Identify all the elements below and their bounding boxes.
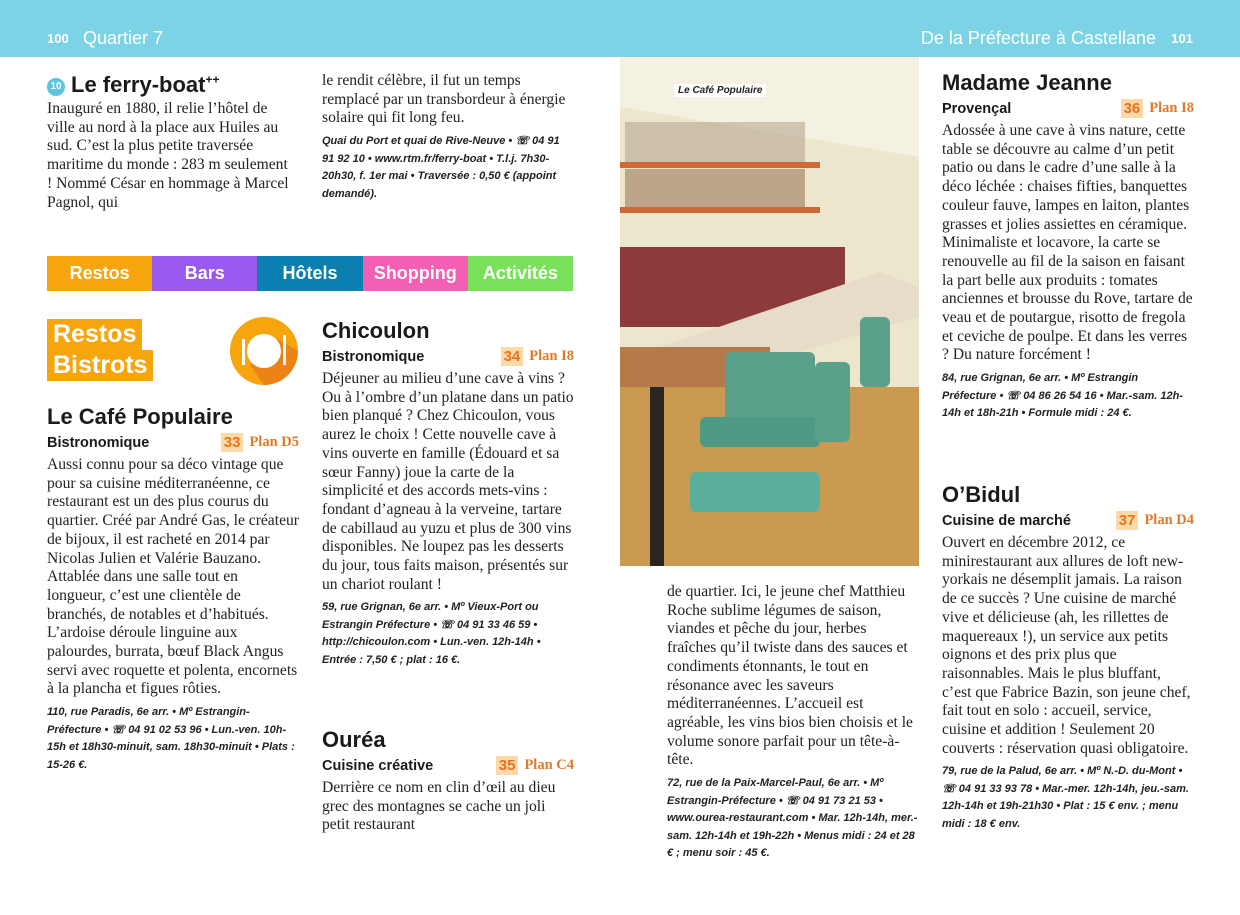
- plan-ref: Plan I8: [1149, 100, 1194, 116]
- restaurant-info: 110, rue Paradis, 6e arr. • Mº Estrangin-Préfecture • ☏ 04 91 02 53 96 • Lun.-ven. 10h-15h et 18h30-minuit, sam. 18h30-minuit • Plats : 15-26 €.: [47, 706, 295, 771]
- tab-shopping[interactable]: Shopping: [363, 256, 468, 291]
- restaurant-info: 59, rue Grignan, 6e arr. • Mº Vieux-Port ou Estrangin Préfecture • ☏ 04 91 33 46 59 • http://chicoulon.com • Lun.-ven. 12h-14h • Entrée : 7,50 € ; plat : 16 €.: [322, 601, 541, 666]
- restaurant-entry-35: [322, 727, 574, 835]
- restaurant-info: 84, rue Grignan, 6e arr. • Mº Estrangin Préfecture • ☏ 04 86 26 54 16 • Mar.-sam. 12h-14h et 18h-21h • Formule midi : 24 €.: [942, 372, 1183, 420]
- map-number: 34: [501, 347, 524, 366]
- restaurant-body: Ouvert en décembre 2012, ce minirestaurant aux allures de loft new-yorkais ne désemplit jamais. La raison de ce succès ? Une cuisine de marché vive et délicieuse (ah, les rillettes de maquereaux !), un service aux petits oignons et des prix plus que raisonnables. Mais le plus bluffant, c’est que Fabrice Bazin, son jeune chef, fait tout en solo : accueil, service, cuisine et addition ! Seulement 20 couverts : réservation quasi obligatoire.: [942, 534, 1191, 757]
- cuisine-type: Cuisine de marché: [942, 512, 1071, 529]
- cuisine-type: Cuisine créative: [322, 757, 434, 774]
- restaurant-info: 79, rue de la Palud, 6e arr. • Mº N.-D. du-Mont • ☏ 04 91 33 93 78 • Mar.-mer. 12h-14h, jeu.-sam. 12h-14h et 19h-21h30 • Plat : 15 € env. ; menu midi : 18 € env.: [942, 765, 1189, 830]
- tab-activites[interactable]: Activités: [468, 256, 573, 291]
- left-page-number: 100: [47, 31, 69, 46]
- restaurant-entry-36: [942, 70, 1194, 423]
- left-section-title: Quartier 7: [83, 28, 164, 48]
- photo-caption: Le Café Populaire: [674, 84, 766, 97]
- plan-ref: Plan C4: [524, 757, 574, 773]
- right-section-title: De la Préfecture à Castellane: [920, 28, 1156, 48]
- restaurant-body: Derrière ce nom en clin d’œil au dieu grec des montagnes se cache un joli petit restaurant: [322, 779, 556, 834]
- restaurant-entry-35-cont: [667, 583, 919, 863]
- restaurant-name: Chicoulon: [322, 318, 430, 343]
- restaurant-entry-34: [322, 318, 574, 669]
- ferry-info: Quai du Port et quai de Rive-Neuve • ☏ 04 91 91 92 10 • www.rtm.fr/ferry-boat • T.l.j. 7h30-20h30, f. 1er mai • Traversée : 0,50 € (appoint demandé).: [322, 135, 560, 200]
- number-badge: 10: [47, 78, 65, 96]
- restaurant-body: Aussi connu pour sa déco vintage que pour sa cuisine méditerranéenne, ce restaurant est un des plus courus du quartier. Créé par André Gas, le créateur de bijoux, il est racheté en 2014 par Nicolas Julien et Valérie Bauzano. Attablée dans une salle tout en longueur, c’est une clientèle de branchés, de notables et d’habitués. L’ardoise déroule linguine aux palourdes, burrata, bœuf Black Angus servi avec roquette et polenta, encornets à la plancha et figues rôties.: [47, 456, 299, 698]
- plan-ref: Plan I8: [529, 348, 574, 364]
- ferry-body-cont: le rendit célèbre, il fut un temps remplacé par un transbordeur à énergie solaire qui fit long feu.: [322, 72, 566, 127]
- restaurant-info: 72, rue de la Paix-Marcel-Paul, 6e arr. • Mº Estrangin-Préfecture • ☏ 04 91 73 21 53 • www.ourea-restaurant.com • Mar. 12h-14h, mer.-sam. 12h-14h et 19h-22h • Menus midi : 24 et 28 € ; menu soir : 45 €.: [667, 777, 918, 860]
- restaurant-body-cont: de quartier. Ici, le jeune chef Matthieu Roche sublime légumes de saison, viandes et pêche du jour, herbes fraîches qu’il twiste dans des sauces et condiments étonnants, le tout en résonance avec les saveurs méditerranéennes. L’accueil est agréable, les vins bios bien choisis et le volume sonore parfait pour un tête-à-tête.: [667, 583, 913, 769]
- cuisine-type: Provençal: [942, 100, 1012, 117]
- plan-ref: Plan D5: [249, 434, 299, 450]
- map-number: 37: [1116, 511, 1139, 530]
- map-number: 36: [1121, 99, 1144, 118]
- restaurant-name: Ouréa: [322, 727, 386, 752]
- right-page-number: 101: [1171, 31, 1193, 46]
- restaurant-name: Le Café Populaire: [47, 404, 233, 429]
- tab-hotels[interactable]: Hôtels: [257, 256, 362, 291]
- restaurant-body: Adossée à une cave à vins nature, cette table se découvre au calme d’un petit patio ou dans le cadre d’une salle à la déco léchée : chaises fifties, banquettes couleur fauve, lampes en laiton, plantes grasses et jolies assiettes en céramique. Minimaliste et locavore, la carte se renouvelle au fil de la saison en faisant la part belle aux produits : tomates anciennes et brousse du Rove, tartare de veau et de poutargue, risotto de fregola et ceviche de poulpe. Et dans les verres ? Du nature forcément !: [942, 122, 1193, 364]
- plate-cutlery-icon: [230, 317, 298, 385]
- restaurant-entry-33: [47, 404, 299, 774]
- restaurant-body: Déjeuner au milieu d’une cave à vins ? Ou à l’ombre d’un platane dans un patio bien planqué ? Chez Chicoulon, vous aurez le choix ! Cette nouvelle cave à vins ouverte en famille (Édouard et sa sœur Fanny) joue la carte de la simplicité et des accords mets-vins : fondant d’agneau à la verveine, tartare de cabillaud au yuzu et plus de 300 vins disponibles. Ne loupez pas les desserts du jour, tous faits maison, présentés sur un chariot roulant !: [322, 370, 574, 593]
- restaurant-photo: [620, 57, 919, 566]
- ferry-entry: [47, 72, 292, 212]
- restaurant-entry-37: [942, 482, 1194, 833]
- restaurant-name: O’Bidul: [942, 482, 1021, 507]
- ferry-entry-cont: [322, 72, 574, 203]
- page-header: [0, 0, 1240, 57]
- restaurant-name: Madame Jeanne: [942, 70, 1112, 95]
- ferry-body: Inauguré en 1880, il relie l’hôtel de ville au nord à la place aux Huiles au sud. C’est la plus petite traversée maritime du monde : 283 m seulement ! Nommé César en hommage à Marcel Pagnol, qui: [47, 100, 289, 211]
- plan-ref: Plan D4: [1144, 512, 1194, 528]
- map-number: 35: [496, 756, 519, 775]
- category-tabs: [47, 256, 573, 291]
- ferry-title: 10 Le ferry-boat++: [47, 72, 292, 98]
- tab-restos[interactable]: Restos: [47, 256, 152, 291]
- cuisine-type: Bistronomique: [47, 434, 150, 451]
- tab-bars[interactable]: Bars: [152, 256, 257, 291]
- map-number: 33: [221, 433, 244, 452]
- section-label: Restos Bistrots: [47, 319, 153, 381]
- cuisine-type: Bistronomique: [322, 348, 425, 365]
